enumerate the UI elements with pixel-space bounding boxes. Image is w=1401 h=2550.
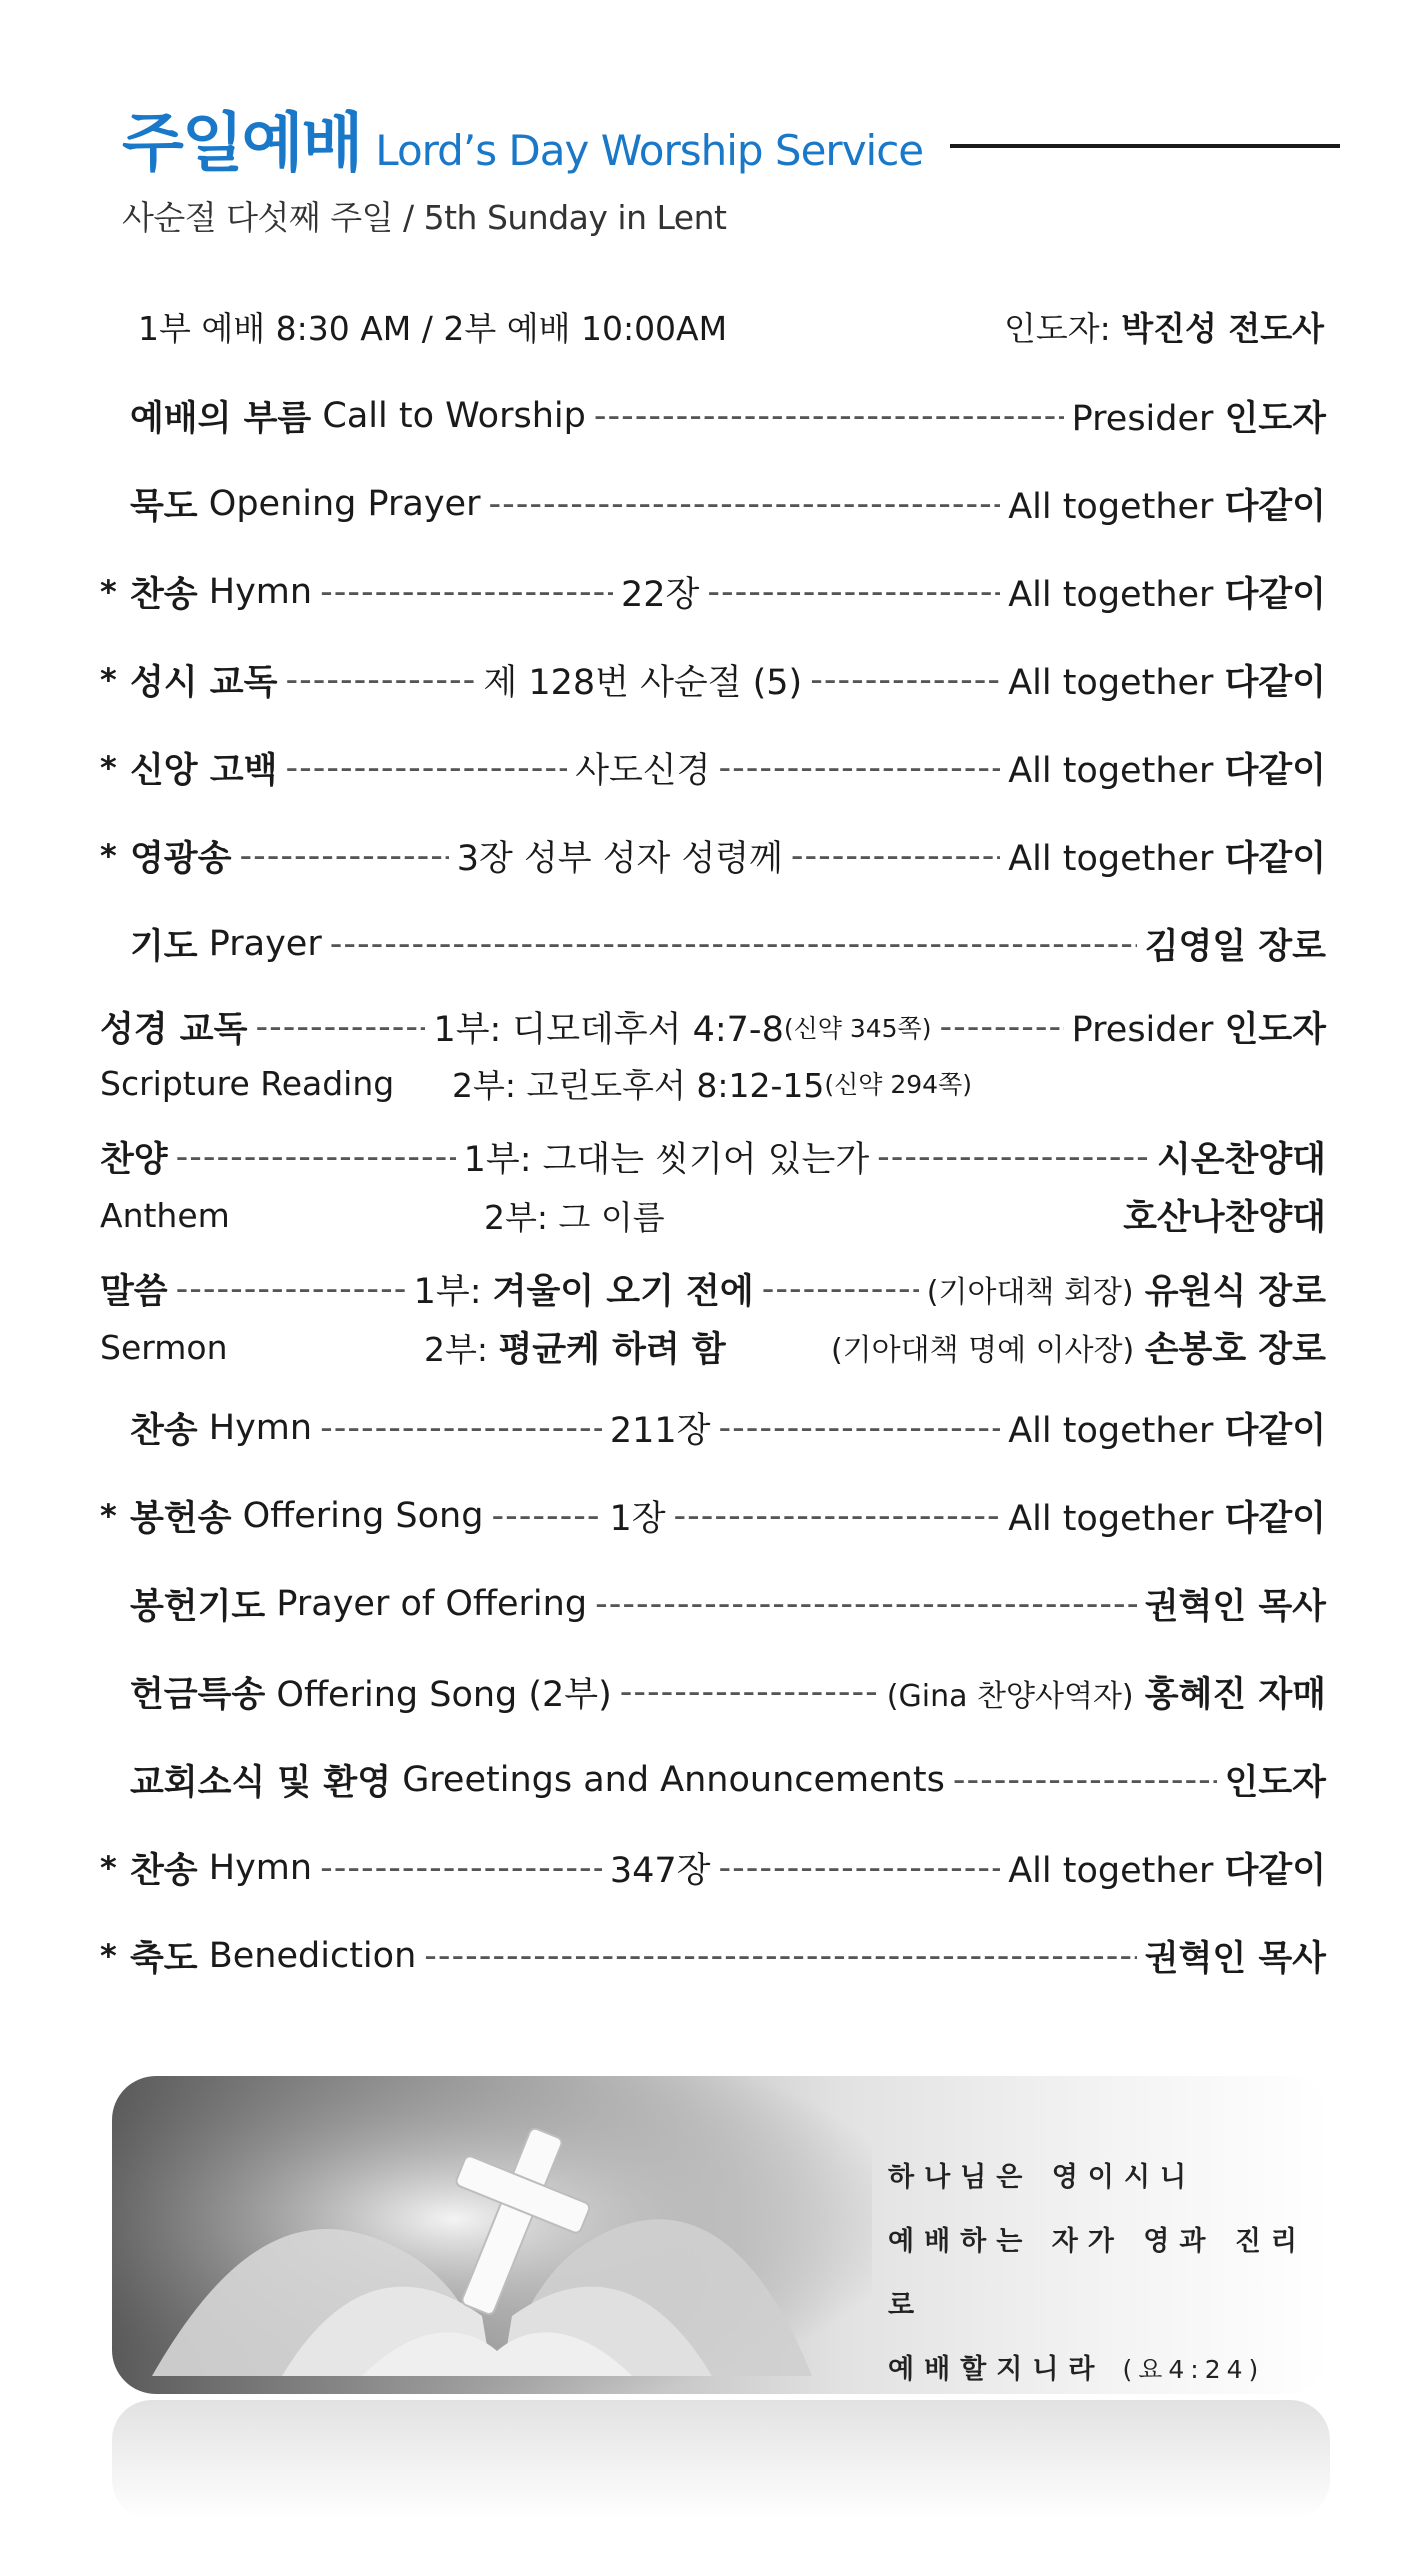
item-korean: 교회소식 및 환영 xyxy=(130,1763,392,1803)
order-row-sermon xyxy=(100,1252,1326,1384)
leader-dashes xyxy=(939,1007,1063,1047)
item-english: Opening Prayer xyxy=(208,484,481,524)
bulletin-header xyxy=(122,92,1342,239)
standing-mark: * xyxy=(100,1937,117,1975)
item-korean: 찬송 xyxy=(130,575,198,615)
item-detail: 제 128번 사순절 (5) xyxy=(483,663,803,703)
title-rule xyxy=(950,144,1340,148)
standing-mark: * xyxy=(100,1849,117,1887)
item-korean: 봉헌기도 xyxy=(130,1587,266,1627)
item-korean: 헌금특송 xyxy=(130,1675,266,1715)
presider-name: 박진성 전도사 xyxy=(1121,308,1324,348)
sermon-part1-title: 겨울이 오기 전에 xyxy=(492,1272,754,1312)
item-english: Hymn xyxy=(208,1408,313,1448)
item-korean: 영광송 xyxy=(130,839,232,879)
order-row-scripture-reading xyxy=(100,988,1326,1120)
item-leader xyxy=(1008,1843,1326,1893)
order-row-benediction xyxy=(100,1912,1326,2000)
sermon-part1-label: 1부: xyxy=(413,1272,482,1312)
scripture-part1: 1부: 디모데후서 4:7-8 xyxy=(433,1009,784,1050)
anthem-part2: 2부: 그 이름 xyxy=(484,1197,665,1237)
item-leader xyxy=(1145,1931,1326,1981)
order-of-worship xyxy=(100,372,1326,2000)
leader-korean: 김영일 장로 xyxy=(1144,927,1326,967)
verse-line-3 xyxy=(888,2338,1330,2394)
sermon-part2-role: (기아대책 명예 이사장) xyxy=(830,1333,1135,1368)
item-korean: 말씀 xyxy=(100,1272,168,1312)
leader-dashes xyxy=(488,484,1000,524)
leader-dashes xyxy=(674,1496,1001,1536)
item-leader xyxy=(1008,479,1326,529)
leader-english: Presider xyxy=(1071,1009,1214,1050)
item-english: Offering Song (2부) xyxy=(276,1675,612,1715)
title-row xyxy=(122,92,1342,184)
item-korean: 찬송 xyxy=(130,1851,198,1891)
item-leader xyxy=(1008,1403,1326,1453)
order-row-special-offering-song xyxy=(100,1648,1326,1736)
anthem-block xyxy=(100,1132,1326,1240)
item-korean: 봉헌송 xyxy=(130,1499,232,1539)
leader-dashes xyxy=(718,748,1000,788)
leader-korean: 홍혜진 자매 xyxy=(1144,1675,1326,1715)
anthem-choir-2: 호산나찬양대 xyxy=(1123,1198,1326,1238)
leader-english: All together xyxy=(1008,751,1214,791)
leader-korean: 다같이 xyxy=(1224,1851,1327,1891)
leader-dashes xyxy=(707,572,1000,612)
sermon-line-2 xyxy=(100,1322,1326,1372)
standing-mark: * xyxy=(100,1497,117,1535)
item-detail: 1장 xyxy=(609,1499,666,1539)
leader-dashes xyxy=(424,1936,1136,1976)
order-row-announcements xyxy=(100,1736,1326,1824)
leader-korean: 인도자 xyxy=(1224,1763,1326,1803)
item-korean: 축도 xyxy=(130,1939,198,1979)
leader-dashes xyxy=(320,572,613,612)
leader-dashes xyxy=(491,1496,601,1536)
service-times-text: 1부 예배 8:30 AM / 2부 예배 10:00AM xyxy=(138,308,728,348)
order-row-offering-song xyxy=(100,1472,1326,1560)
anthem-part1: 1부: 그대는 씻기어 있는가 xyxy=(463,1140,870,1180)
leader-korean: 다같이 xyxy=(1224,1411,1327,1451)
leader-korean: 다같이 xyxy=(1224,1499,1326,1539)
verse-banner xyxy=(112,2076,1330,2394)
leader-dashes xyxy=(791,836,1000,876)
sermon-block xyxy=(100,1264,1326,1372)
scripture-block xyxy=(100,1002,1326,1107)
item-korean: 예배의 부름 xyxy=(130,399,312,439)
sermon-line-1 xyxy=(100,1264,1326,1314)
verse-reference: (요4:24) xyxy=(1122,2355,1265,2384)
leader-korean: 다같이 xyxy=(1224,751,1326,791)
leader-dashes xyxy=(718,1848,1000,1888)
standing-mark: * xyxy=(100,837,117,875)
leader-korean: 권혁인 목사 xyxy=(1144,1939,1326,1979)
item-korean: 찬송 xyxy=(130,1411,198,1451)
item-english: Call to Worship xyxy=(322,396,586,436)
item-leader xyxy=(1008,743,1326,793)
banner-reflection xyxy=(112,2400,1330,2520)
item-korean: 성시 교독 xyxy=(130,663,278,703)
title-korean: 주일예배 xyxy=(122,107,362,181)
leader-dashes xyxy=(285,660,475,700)
item-english: Greetings and Announcements xyxy=(402,1760,945,1800)
leader-korean: 다같이 xyxy=(1224,839,1327,879)
leader-english: Presider xyxy=(1071,399,1214,439)
item-english: Hymn xyxy=(208,1848,313,1888)
presider-label: 인도자: xyxy=(1003,308,1111,348)
leader-dashes xyxy=(239,836,448,876)
order-row-prayer xyxy=(100,900,1326,988)
item-detail: 3장 성부 성자 성령께 xyxy=(456,839,783,879)
order-row-hymn-347 xyxy=(100,1824,1326,1912)
item-leader xyxy=(1072,391,1326,441)
sermon-part2-label: 2부: xyxy=(424,1329,488,1369)
subtitle: 사순절 다섯째 주일 / 5th Sunday in Lent xyxy=(122,198,727,237)
standing-mark: * xyxy=(100,573,117,611)
service-times xyxy=(138,296,1324,356)
leader-english: All together xyxy=(1008,839,1214,879)
item-leader xyxy=(1008,567,1326,617)
order-row-anthem xyxy=(100,1120,1326,1252)
leader-korean: 다같이 xyxy=(1224,487,1326,527)
item-english: Sermon xyxy=(100,1327,228,1367)
presider-info xyxy=(1004,303,1324,350)
scripture-line-1 xyxy=(100,1002,1326,1052)
leader-dashes xyxy=(762,1269,919,1309)
anthem-line-1 xyxy=(100,1132,1326,1182)
leader-dashes xyxy=(320,1408,602,1448)
leader-korean: 권혁인 목사 xyxy=(1144,1587,1326,1627)
scripture-part1-note: (신약 345쪽) xyxy=(783,1013,932,1043)
order-row-confession-of-faith xyxy=(100,724,1326,812)
verse-line-1: 하나님은 영이시니 xyxy=(888,2162,1197,2193)
standing-mark: * xyxy=(100,661,117,699)
hands-with-cross-image xyxy=(112,2076,872,2394)
leader-korean: 인도자 xyxy=(1224,399,1326,439)
sermon-part1-name: 유원식 장로 xyxy=(1144,1272,1326,1312)
item-english: Offering Song xyxy=(242,1496,484,1536)
leader-dashes xyxy=(877,1137,1149,1177)
leader-english: All together xyxy=(1008,487,1214,527)
item-english: Prayer of Offering xyxy=(276,1584,588,1624)
item-english: Benediction xyxy=(208,1936,417,1976)
item-korean: 찬양 xyxy=(100,1140,168,1180)
item-leader xyxy=(1008,655,1326,705)
sermon-part2-title: 평균케 하려 함 xyxy=(498,1330,726,1370)
leader-dashes xyxy=(594,396,1064,436)
item-english: Scripture Reading xyxy=(100,1063,395,1103)
item-english: Anthem xyxy=(100,1195,230,1235)
item-detail: 347장 xyxy=(609,1851,711,1891)
item-detail: 211장 xyxy=(609,1411,711,1451)
item-leader xyxy=(1225,1755,1326,1805)
bible-verse xyxy=(888,2146,1330,2394)
order-row-call-to-worship xyxy=(100,372,1326,460)
order-row-hymn-211 xyxy=(100,1384,1326,1472)
leader-dashes xyxy=(595,1584,1137,1624)
leader-dashes xyxy=(718,1408,1000,1448)
sermon-part2-name: 손봉호 장로 xyxy=(1144,1330,1326,1370)
item-korean: 성경 교독 xyxy=(100,1009,248,1050)
leader-english: All together xyxy=(1008,1411,1214,1451)
leader-dashes xyxy=(285,748,567,788)
leader-korean: 다같이 xyxy=(1224,663,1326,703)
verse-line-2: 예배하는 자가 영과 진리로 xyxy=(888,2226,1308,2321)
item-english: Hymn xyxy=(208,572,313,612)
item-detail: 22장 xyxy=(620,575,700,615)
order-row-gloria-patri xyxy=(100,812,1326,900)
scripture-line-2 xyxy=(100,1060,1326,1107)
item-leader xyxy=(887,1667,1326,1717)
scripture-part2: 2부: 고린도후서 8:12-15 xyxy=(452,1065,825,1105)
leader-korean: 인도자 xyxy=(1224,1009,1326,1050)
leader-english: All together xyxy=(1008,1499,1214,1539)
item-detail: 사도신경 xyxy=(575,751,711,791)
leader-korean: 다같이 xyxy=(1224,575,1326,615)
leader-dashes xyxy=(176,1137,456,1177)
scripture-part2-note: (신약 294쪽) xyxy=(824,1070,972,1099)
leader-dashes xyxy=(810,660,1000,700)
leader-dashes xyxy=(620,1672,879,1712)
order-row-hymn-22 xyxy=(100,548,1326,636)
anthem-line-2 xyxy=(100,1190,1326,1240)
item-korean: 기도 xyxy=(130,927,198,967)
sermon-part1-role: (기아대책 회장) xyxy=(926,1275,1134,1310)
leader-dashes xyxy=(255,1007,425,1047)
item-leader xyxy=(1072,1002,1326,1052)
item-leader xyxy=(1145,1579,1326,1629)
item-leader xyxy=(1008,1491,1326,1541)
title-english: Lord’s Day Worship Service xyxy=(375,126,924,175)
order-row-prayer-of-offering xyxy=(100,1560,1326,1648)
item-leader xyxy=(1008,831,1326,881)
item-english: Prayer xyxy=(208,924,322,964)
item-korean: 묵도 xyxy=(130,487,198,527)
standing-mark: * xyxy=(100,749,117,787)
anthem-choir-1: 시온찬양대 xyxy=(1156,1140,1326,1180)
verse-line-3-text: 예배할지니라 xyxy=(888,2354,1105,2385)
leader-dashes xyxy=(330,924,1137,964)
order-row-responsive-reading xyxy=(100,636,1326,724)
item-leader xyxy=(1145,919,1326,969)
leader-dashes xyxy=(176,1269,406,1309)
leader-english: (Gina 찬양사역자) xyxy=(886,1679,1134,1714)
leader-english: All together xyxy=(1008,663,1214,703)
leader-dashes xyxy=(953,1760,1217,1800)
leader-dashes xyxy=(320,1848,602,1888)
leader-english: All together xyxy=(1008,1851,1214,1891)
item-korean: 신앙 고백 xyxy=(130,751,278,791)
leader-english: All together xyxy=(1008,575,1214,615)
order-row-opening-prayer xyxy=(100,460,1326,548)
